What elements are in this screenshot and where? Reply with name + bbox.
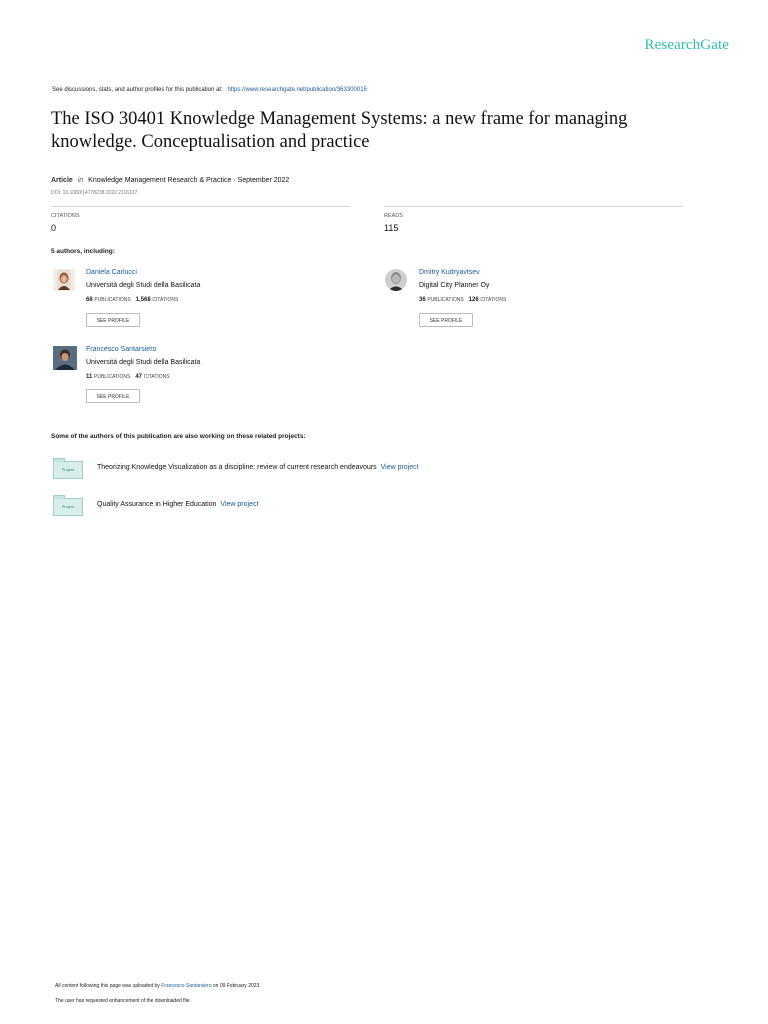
see-profile-button[interactable]: SEE PROFILE (419, 313, 473, 327)
author-stats (86, 297, 178, 303)
author-stats (419, 297, 506, 303)
author-avatar[interactable] (385, 269, 407, 291)
reads-value: 115 (384, 223, 399, 233)
citations-label: CITATIONS (480, 297, 507, 303)
project-title: Theorizing Knowledge Visualization as a discipline: review of current research endeavours (97, 464, 377, 471)
citations-count: 126 (468, 297, 479, 303)
enhancement-notice: The user has requested enhancement of the downloaded file. (55, 998, 191, 1004)
publication-url-link[interactable]: https://www.researchgate.net/publication/363300015 (227, 87, 367, 93)
reads-label: READS (384, 213, 403, 219)
citations-label: CITATIONS (152, 297, 179, 303)
citations-count: 1,568 (135, 297, 151, 303)
citations-count: 47 (135, 374, 143, 380)
project-title: Quality Assurance in Higher Education (97, 501, 217, 508)
publications-count: 36 (419, 297, 426, 303)
projects-heading: Some of the authors of this publication are also working on these related projects: (51, 433, 306, 440)
profiles-notice-text: See discussions, stats, and author profiles for this publication at: (52, 87, 223, 93)
reads-divider (384, 206, 683, 207)
author-institution: Università degli Studi della Basilicata (86, 359, 201, 366)
author-institution: Università degli Studi della Basilicata (86, 282, 201, 289)
authors-heading: 5 authors, including: (51, 248, 115, 255)
upload-date: on 09 February 2023. (212, 983, 261, 989)
view-project-link[interactable]: View project (220, 501, 259, 508)
publications-count: 11 (86, 374, 93, 380)
author-avatar[interactable] (53, 346, 77, 370)
publications-label: PUBLICATIONS (94, 297, 131, 303)
see-profile-button[interactable]: SEE PROFILE (86, 389, 140, 403)
citations-label: CITATIONS (143, 374, 170, 380)
upload-notice (55, 983, 261, 989)
publications-label: PUBLICATIONS (427, 297, 464, 303)
see-profile-button[interactable]: SEE PROFILE (86, 313, 140, 327)
publications-label: PUBLICATIONS (94, 374, 131, 380)
project-folder-icon[interactable]: Project (53, 498, 83, 516)
project-item (97, 464, 419, 471)
paper-title (51, 108, 731, 154)
author-name-link[interactable]: Francesco Santarsiero (86, 346, 157, 353)
author-name-link[interactable]: Daniela Carlucci (86, 269, 137, 276)
author-name-link[interactable]: Dmitry Kudryavtsev (419, 269, 480, 276)
author-institution: Digital City Planner Oy (419, 282, 490, 289)
paper-title-line-2: knowledge. Conceptualisation and practice (51, 132, 370, 152)
citations-value: 0 (51, 223, 57, 233)
uploader-link[interactable]: Francesco Santarsiero (161, 983, 212, 989)
in-label: in (77, 177, 84, 184)
venue: Knowledge Management Research & Practice · September 2022 (88, 177, 290, 184)
paper-title-line-1: The ISO 30401 Knowledge Management Systems: a new frame for managing (51, 109, 628, 129)
article-type: Article (51, 177, 73, 184)
citations-divider (51, 206, 350, 207)
view-project-link[interactable]: View project (380, 464, 419, 471)
project-item (97, 501, 258, 508)
publications-count: 68 (86, 297, 93, 303)
upload-notice-text: All content following this page was uploaded by (55, 983, 160, 989)
author-avatar[interactable] (53, 269, 75, 291)
researchgate-logo[interactable]: ResearchGate (644, 37, 729, 53)
paper-meta (51, 177, 289, 184)
author-stats (86, 374, 170, 380)
citations-label: CITATIONS (51, 213, 80, 219)
profiles-notice (52, 87, 367, 93)
project-folder-icon[interactable]: Project (53, 461, 83, 479)
doi: DOI: 10.1080/14778238.2022.2116137 (51, 190, 138, 196)
